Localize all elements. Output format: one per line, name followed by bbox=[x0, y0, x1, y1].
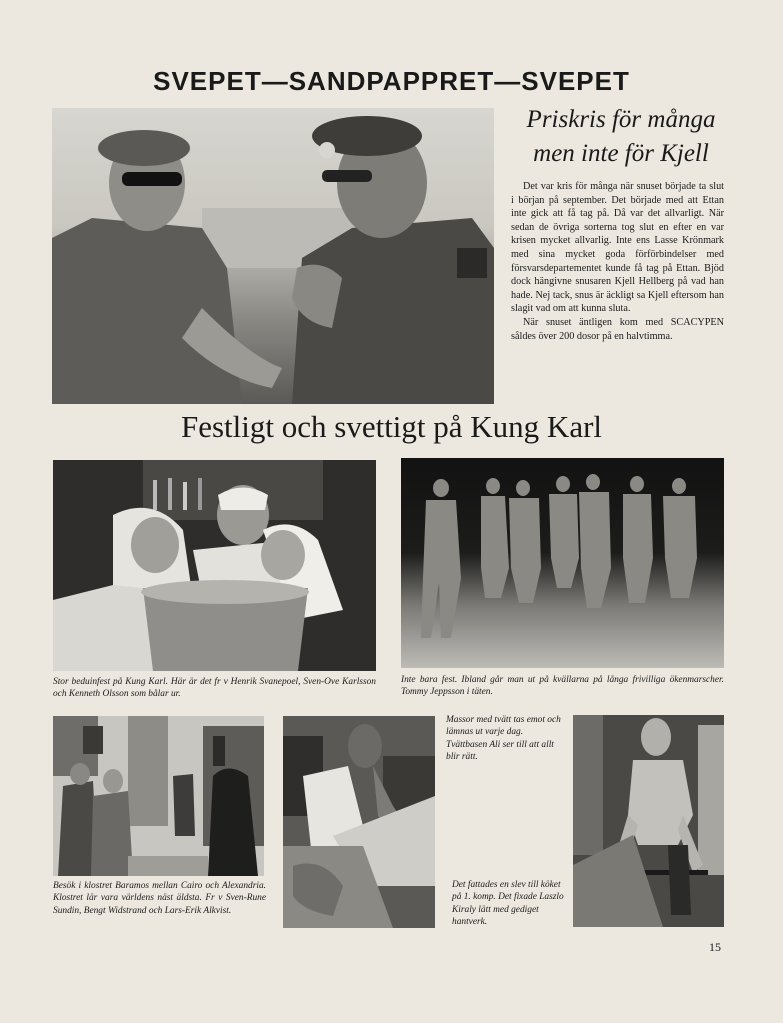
caption-laundry: Massor med tvätt tas emot och lämnas ut varje dag. Tvättbasen Ali ser till att allt blir rätt. bbox=[446, 715, 561, 763]
photo-soldiers-snuff bbox=[52, 108, 494, 404]
caption-kitchen: Det fattades en slev till köket på 1. komp. Det fixade Laszlo Kiraly lätt med gediget hantverk. bbox=[452, 880, 564, 928]
caption-monastery-visit: Besök i klostret Baramos mellan Cairo och Alexandria. Klostret lär vara världens näst äldsta. Fr v Sven-Rune Sundin, Bengt Widstrand och Lars-Erik Alkvist. bbox=[53, 881, 266, 916]
masthead-title: SVEPET—SANDPAPPRET—SVEPET bbox=[153, 66, 630, 96]
photo-night-march bbox=[401, 458, 724, 668]
caption-night-march: Inte bara fest. Ibland går man ut på kvällarna på långa frivilliga ökenmarscher. Tommy Jeppsson i täten. bbox=[401, 675, 724, 698]
section-headline: Festligt och svettigt på Kung Karl bbox=[180, 409, 603, 444]
article-paragraph: Det var kris för många när snuset började ta slut i början på september. Det började med att Ettan inte gick att få tag på. Då var det allvarligt. När sedan de övriga sorterna tog slut en efter en var krisen mycket allvarlig. Inte ens Lasse Krönmark med sina mycket goda förförbindelser med försvarsdepartementet kunde få tag på Ettan. Bjöd dock hängivne snusaren Kjell Hellberg på vad han hade. Nej tack, snus är äckligt sa Kjell eftersom han slagit vad om att kunna sluta. bbox=[511, 181, 724, 315]
photo-kitchen-carpentry bbox=[573, 715, 724, 927]
photo-bedouin-party bbox=[53, 460, 376, 671]
article-subhead-line1: Priskris för många bbox=[526, 106, 716, 133]
article-body bbox=[511, 180, 724, 343]
article-paragraph: När snuset äntligen kom med SCACYPEN såldes över 200 dosor på en halvtimma. bbox=[511, 316, 724, 342]
page-number: 15 bbox=[709, 940, 721, 954]
photo-laundry bbox=[283, 716, 435, 928]
photo-monastery-visit bbox=[53, 716, 264, 876]
article-subhead-line2: men inte för Kjell bbox=[533, 140, 709, 167]
caption-bedouin-party: Stor beduinfest på Kung Karl. Här är det fr v Henrik Svanepoel, Sven-Ove Karlsson och Kenneth Olsson som bålar ur. bbox=[53, 677, 376, 700]
